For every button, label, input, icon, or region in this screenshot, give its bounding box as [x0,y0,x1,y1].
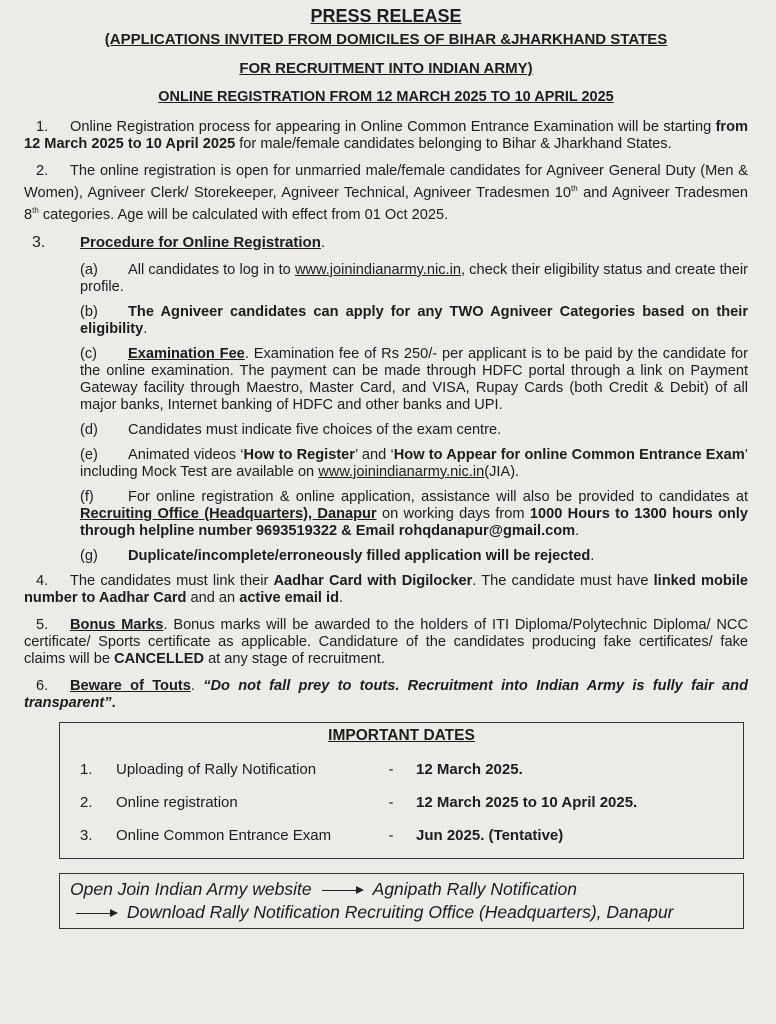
text: . The candidate must have [472,572,654,589]
bold-text: The Agniveer candidates can apply for any TWO Agniveer Categories based on their eligibility [80,303,748,337]
bold-text: Aadhar Card with Digilocker [273,572,473,589]
paragraph-number: 1. [36,119,49,135]
subitem-label: (g) [80,547,98,564]
text: . [575,522,580,539]
bold-text: from 12 March 2025 to 10 April 2025 [24,119,748,152]
paragraph-heading: Bonus Marks [70,616,164,633]
date-row-value: Jun 2025. (Tentative) [416,826,564,844]
bold-text: How to Appear for online Common Entrance Exam [393,446,745,463]
bold-text: Duplicate/incomplete/erroneously filled application will be rejected [128,547,591,564]
paragraph-heading: Beware of Touts [70,677,191,694]
text: ’ including Mock Test are available on [80,446,748,480]
paragraph-number: 4. [36,572,49,589]
section-title: Procedure for Online Registration [80,233,321,251]
date-row-value: 12 March 2025 to 10 April 2025. [416,793,638,811]
subitem-label: (f) [80,488,94,505]
text: . [590,547,595,564]
date-row-label: Online Common Entrance Exam [116,826,332,844]
instruction-text: Agnipath Rally Notification [372,878,577,899]
document-title: PRESS RELEASE [310,6,462,26]
text: . Bonus marks will be awarded to the holders of ITI Diploma/Polytechnic Diploma/ NCC certificate/ Sports certificate as applicable. Candidature of the candidates producing fake certificates/ fake claims will be [24,616,748,667]
date-row-dash: - [388,760,394,778]
header-line-1: (APPLICATIONS INVITED FROM DOMICILES OF BIHAR &JHARKHAND STATES [104,31,668,48]
text: on working days from [376,505,530,522]
subitem-g [80,548,748,565]
paragraph-6 [24,678,748,712]
instruction-line-2 [70,901,733,924]
date-row-dash: - [388,793,394,811]
date-row-label: Uploading of Rally Notification [116,760,317,778]
subitem-d [80,422,748,439]
date-row-dash: - [388,826,394,844]
text: . [111,694,116,711]
text: for male/female candidates belonging to Bihar & Jharkhand States. [235,136,672,152]
website-link[interactable]: www.joinindianarmy.nic.in [318,463,485,480]
header-line-2: FOR RECRUITMENT INTO INDIAN ARMY) [239,60,533,77]
date-row-number: 2. [80,793,93,811]
header-line-3: ONLINE REGISTRATION FROM 12 MARCH 2025 TO 10 APRIL 2025 [158,89,614,105]
subitem-a [80,262,748,296]
arrow-right-icon [322,890,362,891]
text: categories. Age will be calculated with effect from 01 Oct 2025. [38,206,449,223]
date-row-label: Online registration [116,793,238,811]
press-release-header [24,6,748,105]
date-row-number: 3. [80,826,93,844]
instruction-line-1 [70,878,733,901]
text: . [143,320,148,337]
subitem-label: (e) [80,446,98,463]
text: at any stage of recruitment. [204,650,385,667]
website-link[interactable]: www.joinindianarmy.nic.in [294,261,461,278]
paragraph-number: 3. [32,233,46,251]
subitem-f [80,489,748,540]
text: Online Registration process for appearing in Online Common Entrance Examination will be starting [70,119,716,135]
bold-text: Recruiting Office (Headquarters), Danapur [80,505,377,522]
text: , check their eligibility status and create their profile. [80,261,749,295]
bold-text: 1000 Hours to 1300 hours only through helpline number 9693519322 & Email rohqdanapur@gmail.com [80,505,748,539]
subitem-label: (c) [80,345,98,362]
subitem-b [80,304,748,338]
text: Animated videos ‘ [128,446,244,463]
paragraph-5 [24,617,748,668]
subitem-label: (b) [80,303,98,320]
section-3-heading [24,234,748,252]
bold-text: CANCELLED [114,650,205,667]
text: . [320,233,326,251]
text: and an [186,589,240,606]
text: . Examination fee of Rs 250/- per applicant is to be paid by the candidate for the online examination. The payment can be made through HDFC portal through a link on Payment Gateway facility through Maestro, Master Card, and VISA, Rupay Cards (both Credit & Debit) of all major banks, Internet banking of HDFC and other banks and UPI. [80,345,748,413]
subitem-e [80,447,748,481]
date-row [70,819,733,852]
paragraph-1 [24,119,748,153]
instruction-text: Download Rally Notification Recruiting Office (Headquarters), Danapur [126,901,674,922]
instruction-text: Open Join Indian Army website [70,878,312,899]
text: For online registration & online application, assistance will also be provided to candidates at [128,488,748,505]
text: The candidates must link their [70,572,274,589]
bold-text: linked mobile number to Aadhar Card [24,572,748,606]
website-instructions-box [59,873,744,929]
subitem-label: (a) [80,261,98,278]
important-dates-box [59,722,744,859]
quote-text: “Do not fall prey to touts. Recruitment into Indian Army is fully fair and transparent” [24,677,748,711]
arrow-right-icon [76,913,116,914]
text: Candidates must indicate five choices of the exam centre. [128,421,502,438]
paragraph-2 [24,163,748,224]
paragraph-number: 6. [36,677,49,694]
important-dates-title: IMPORTANT DATES [328,726,475,744]
text: . [338,589,344,606]
date-row [70,753,733,786]
text: (JIA). [484,463,520,480]
text: The online registration is open for unmarried male/female candidates for Agniveer General Duty (Men & Women), Agniveer Clerk/ Storekeeper, Agniveer Technical, Agniveer Tradesmen 10 [24,163,748,201]
subitem-label: (d) [80,421,98,438]
paragraph-number: 2. [36,163,49,179]
text: . [190,677,204,694]
date-row-value: 12 March 2025. [416,760,523,778]
superscript: th [571,184,578,193]
subitem-heading: Examination Fee [128,345,245,362]
date-row [70,786,733,819]
subitem-c [80,346,748,414]
date-row-number: 1. [80,760,93,778]
paragraph-4 [24,573,748,607]
bold-text: active email id [239,589,339,606]
bold-text: How to Register [243,446,355,463]
text: and Agniveer Tradesmen 8 [24,184,748,223]
superscript: th [32,205,39,215]
text: ’ and ‘ [354,446,394,463]
text: All candidates to log in to [128,261,295,278]
paragraph-number: 5. [36,616,49,633]
